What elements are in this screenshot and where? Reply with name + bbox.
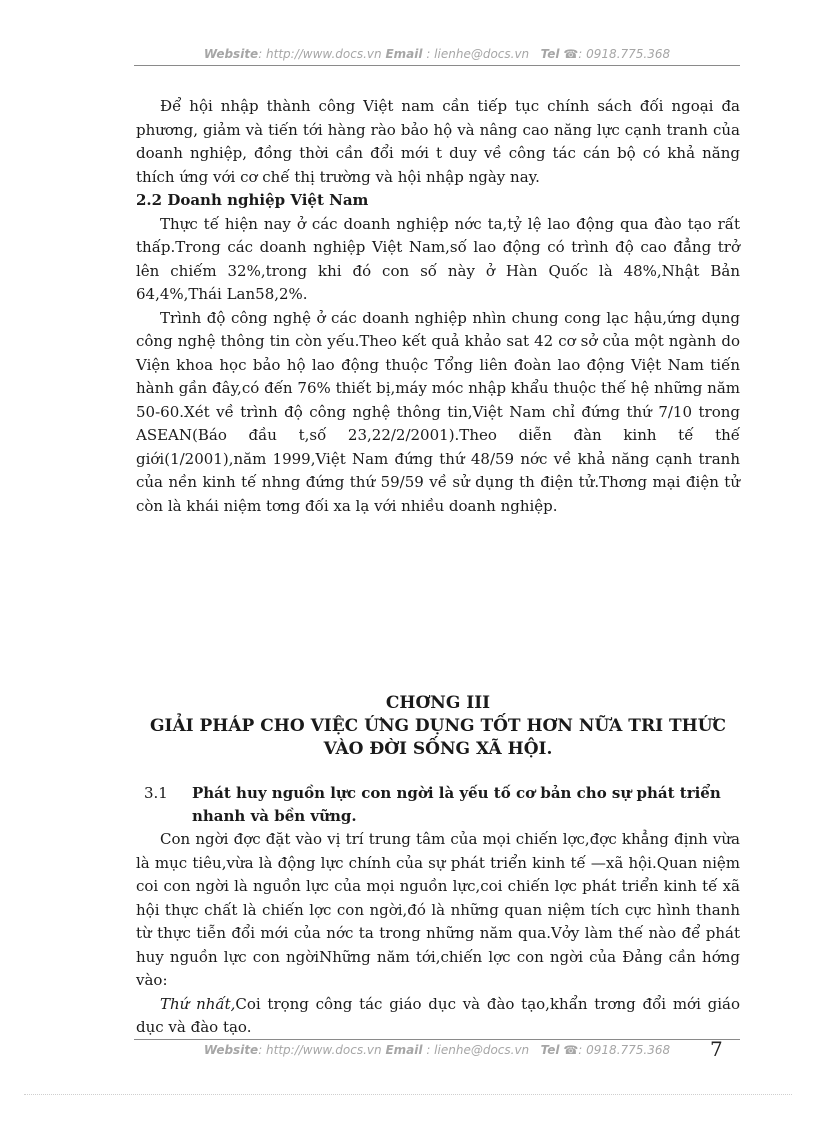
footer-website-link[interactable]: : http://www.docs.vn	[258, 1043, 382, 1057]
paragraph-5-text: Coi trọng công tác giáo dục và đào tạo,khẩn trơng đổi mới giáo dục và đào tạo.	[136, 994, 740, 1036]
page-footer	[134, 1039, 740, 1060]
paragraph-5-emphasis: Thứ nhất,	[160, 994, 236, 1013]
body-bottom	[136, 828, 740, 1040]
section-heading-2-2: 2.2 Doanh nghiệp Việt Nam	[136, 191, 369, 209]
page-header	[134, 47, 740, 66]
footer-email-label: Email	[385, 1043, 423, 1057]
subsection-number: 3.1	[144, 784, 168, 802]
chapter-title-line1: GIẢI PHÁP CHO VIỆC ỨNG DỤNG TỐT HƠN NỮA TRI THỨC	[149, 716, 727, 736]
footer-website-label: Website	[203, 1043, 259, 1057]
chapter-label: CHƠNG III	[385, 693, 491, 713]
header-tel-value: : 0918.775.368	[578, 47, 671, 61]
body-top	[136, 95, 740, 518]
subsection-3-1	[136, 782, 740, 828]
header-email-label: Email	[385, 47, 423, 61]
paragraph-2: Thực tế hiện nay ở các doanh nghiệp nớc ta,tỷ lệ lao động qua đào tạo rất thấp.Trong các doanh nghiệp Việt Nam,số lao động có trình độ cao đẳng trở lên chiếm 32%,trong khi đó con số này ở Hàn Quốc là 48%,Nhật Bản 64,4%,Thái Lan58,2%.	[136, 214, 740, 303]
paragraph-1: Để hội nhập thành công Việt nam cần tiếp tục chính sách đối ngoại đa phương, giảm và tiến tới hàng rào bảo hộ và nâng cao năng lực cạnh tranh của doanh nghiệp, đồng thời cần đổi mới t duy về công tác cán bộ có khả năng thích ứng với cơ chế thị trường và hội nhập ngày nay.	[136, 97, 740, 186]
phone-icon: ☎	[563, 1043, 579, 1057]
chapter-title-line2: VÀO ĐỜI SỐNG XÃ HỘI.	[323, 739, 553, 759]
footer-tel-label: Tel	[540, 1043, 560, 1057]
page-bottom-divider	[24, 1094, 792, 1095]
paragraph-3: Trình độ công nghệ ở các doanh nghiệp nhìn chung cong lạc hậu,ứng dụng công nghệ thông tin còn yếu.Theo kết quả khảo sat 42 cơ sở của một ngành do Viện khoa học bảo hộ lao động thuộc Tổng liên đoàn lao động Việt Nam tiến hành gần đây,có đến 76% thiết bị,máy móc nhập khẩu thuộc thế hệ những năm 50-60.Xét về trình độ công nghệ thông tin,Việt Nam chỉ đứng thứ 7/10 trong ASEAN(Báo đầu t,số 23,22/2/2001).Theo diễn đàn kinh tế thế giới(1/2001),năm 1999,Việt Nam đứng thứ 48/59 nớc về khả năng cạnh tranh của nền kinh tế nhng đứng thứ 59/59 về sử dụng th điện tử.Thơng mại điện tử còn là khái niệm tơng đối xa lạ với nhiều doanh nghiệp.	[136, 308, 740, 515]
footer-tel-value: : 0918.775.368	[578, 1043, 671, 1057]
chapter-heading	[136, 692, 740, 761]
header-website-label: Website	[203, 47, 259, 61]
paragraph-5	[136, 993, 740, 1040]
footer-email-link[interactable]: : lienhe@docs.vn	[426, 1043, 530, 1057]
header-website-link[interactable]: : http://www.docs.vn	[258, 47, 382, 61]
header-tel-label: Tel	[540, 47, 560, 61]
paragraph-4: Con ngời đợc đặt vào vị trí trung tâm của mọi chiến lợc,đợc khẳng định vừa là mục tiêu,vừa là động lực chính của sự phát triển kinh tế —xã hội.Quan niệm coi con ngời là nguồn lực của mọi nguồn lực,coi chiến lợc phát triển kinh tế xã hội thực chất là chiến lợc con ngời,đó là những quan niệm tích cực hình thanh từ thực tiễn đổi mới của nớc ta trong những năm qua.Vởy làm thế nào để phát huy nguồn lực con ngờiNhững năm tới,chiến lợc con ngời của Đảng cần hớng vào:	[136, 830, 740, 989]
subsection-title: Phát huy nguồn lực con ngời là yếu tố cơ bản cho sự phát triển nhanh và bền vững.	[192, 784, 721, 825]
phone-icon: ☎	[563, 47, 579, 61]
header-email-link[interactable]: : lienhe@docs.vn	[426, 47, 530, 61]
page-number: 7	[710, 1037, 723, 1061]
